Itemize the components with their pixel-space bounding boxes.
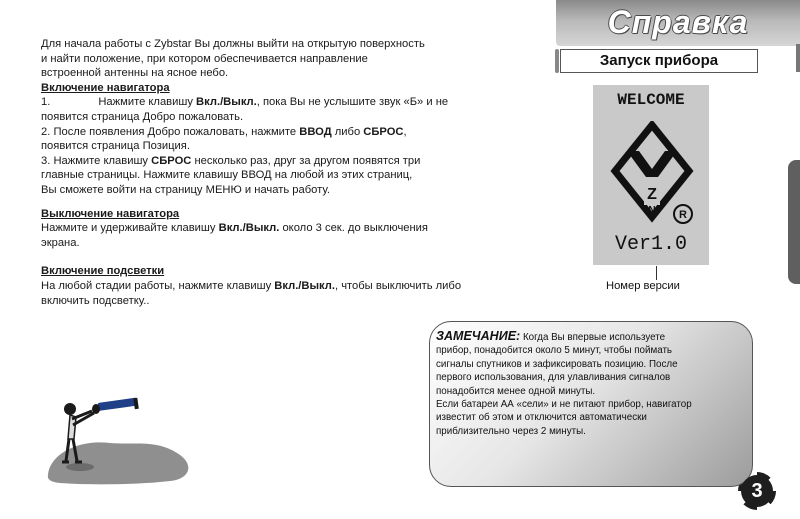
- device-screen: [593, 85, 709, 265]
- step-text: , пока Вы не услышите звук «Б» и не: [256, 96, 449, 109]
- telescope-man-illustration: [40, 395, 200, 485]
- page-title: Справка: [607, 4, 749, 40]
- instructions-column: [41, 37, 531, 308]
- key-name: СБРОС: [151, 154, 192, 167]
- step-text: либо: [331, 125, 364, 138]
- note-box: [429, 321, 753, 487]
- backlight-heading: Включение подсветки: [41, 265, 165, 278]
- note-line: Если батареи АА «сели» и не питают прибор, навигатор: [436, 399, 692, 411]
- note-line: [436, 330, 742, 344]
- step-text: 2. После появления Добро пожаловать, нажмите: [41, 125, 300, 138]
- note-line: понадобится менее одной минуты.: [436, 385, 596, 397]
- note-line: сигналы спутников и зафиксировать позицию. После: [436, 358, 678, 370]
- step-text: ,: [403, 125, 407, 138]
- header-tab: [556, 0, 800, 46]
- right-edge-tab: [788, 160, 800, 284]
- key-name: СБРОС: [363, 125, 404, 138]
- power-off-heading: Выключение навигатора: [41, 207, 180, 220]
- power-on-step-1: [41, 95, 531, 110]
- zybstar-logo-icon: [609, 121, 695, 231]
- key-name: Вкл./Выкл.: [218, 222, 280, 235]
- body-text: около 3 сек. до выключения: [279, 222, 428, 235]
- svg-text:Z: Z: [647, 186, 657, 203]
- note-heading: ЗАМЕЧАНИЕ:: [436, 329, 521, 343]
- backlight-text-cont: включить подсветку..: [41, 294, 150, 307]
- intro-line: встроенной антенны на ясное небо.: [41, 67, 229, 80]
- power-on-step-3-cont: Вы сможете войти на страницу МЕНЮ и начать работу.: [41, 183, 330, 196]
- section-subtitle: Запуск прибора: [560, 49, 758, 73]
- power-on-step-2: [41, 125, 531, 140]
- power-on-heading: Включение навигатора: [41, 81, 170, 94]
- version-label: Номер версии: [606, 280, 680, 292]
- body-text: На любой стадии работы, нажмите клавишу: [41, 279, 275, 292]
- power-on-step-2-cont: появится страница Позиция.: [41, 140, 190, 153]
- power-off-text: [41, 221, 531, 236]
- key-name: ВВОД: [299, 125, 332, 138]
- intro-line: и найти положение, при котором обеспечивается направление: [41, 52, 368, 65]
- note-line: известит об этом и отключится автоматически: [436, 412, 647, 424]
- svg-text:R: R: [679, 209, 687, 221]
- welcome-text: WELCOME: [617, 91, 685, 109]
- note-line: приблизительно через 2 минуты.: [436, 425, 586, 437]
- svg-text:N: N: [648, 205, 656, 216]
- note-line-text: Когда Вы впервые используете: [520, 332, 666, 343]
- body-text: , чтобы выключить либо: [335, 279, 462, 292]
- key-name: Вкл./Выкл.: [274, 279, 335, 292]
- note-text: [436, 330, 742, 438]
- page-number-badge: 3: [741, 475, 773, 507]
- power-off-text-cont: экрана.: [41, 236, 80, 249]
- note-line: прибор, понадобится около 5 минут, чтобы поймать: [436, 345, 673, 357]
- key-name: Вкл./Выкл.: [196, 96, 257, 109]
- body-text: Нажмите и удерживайте клавишу: [41, 222, 219, 235]
- note-line: первого использования, для улавливания сигналов: [436, 372, 671, 384]
- step-text: несколько раз, друг за другом появятся три: [191, 154, 421, 167]
- intro-line: Для начала работы с Zybstar Вы должны выйти на открытую поверхность: [41, 38, 425, 50]
- version-text: Ver1.0: [614, 233, 687, 256]
- backlight-text: [41, 279, 531, 294]
- step-text: Нажмите клавишу: [98, 96, 197, 109]
- power-on-step-3: [41, 154, 531, 169]
- header-edge-decoration: [796, 44, 800, 72]
- power-on-step-1-cont: появится страница Добро пожаловать.: [41, 110, 244, 123]
- power-on-step-3-cont: главные страницы. Нажмите клавишу ВВОД на любой из этих страниц,: [41, 169, 413, 182]
- version-pointer-line: [656, 266, 657, 280]
- step-text: 3. Нажмите клавишу: [41, 154, 152, 167]
- step-number: 1.: [41, 96, 51, 109]
